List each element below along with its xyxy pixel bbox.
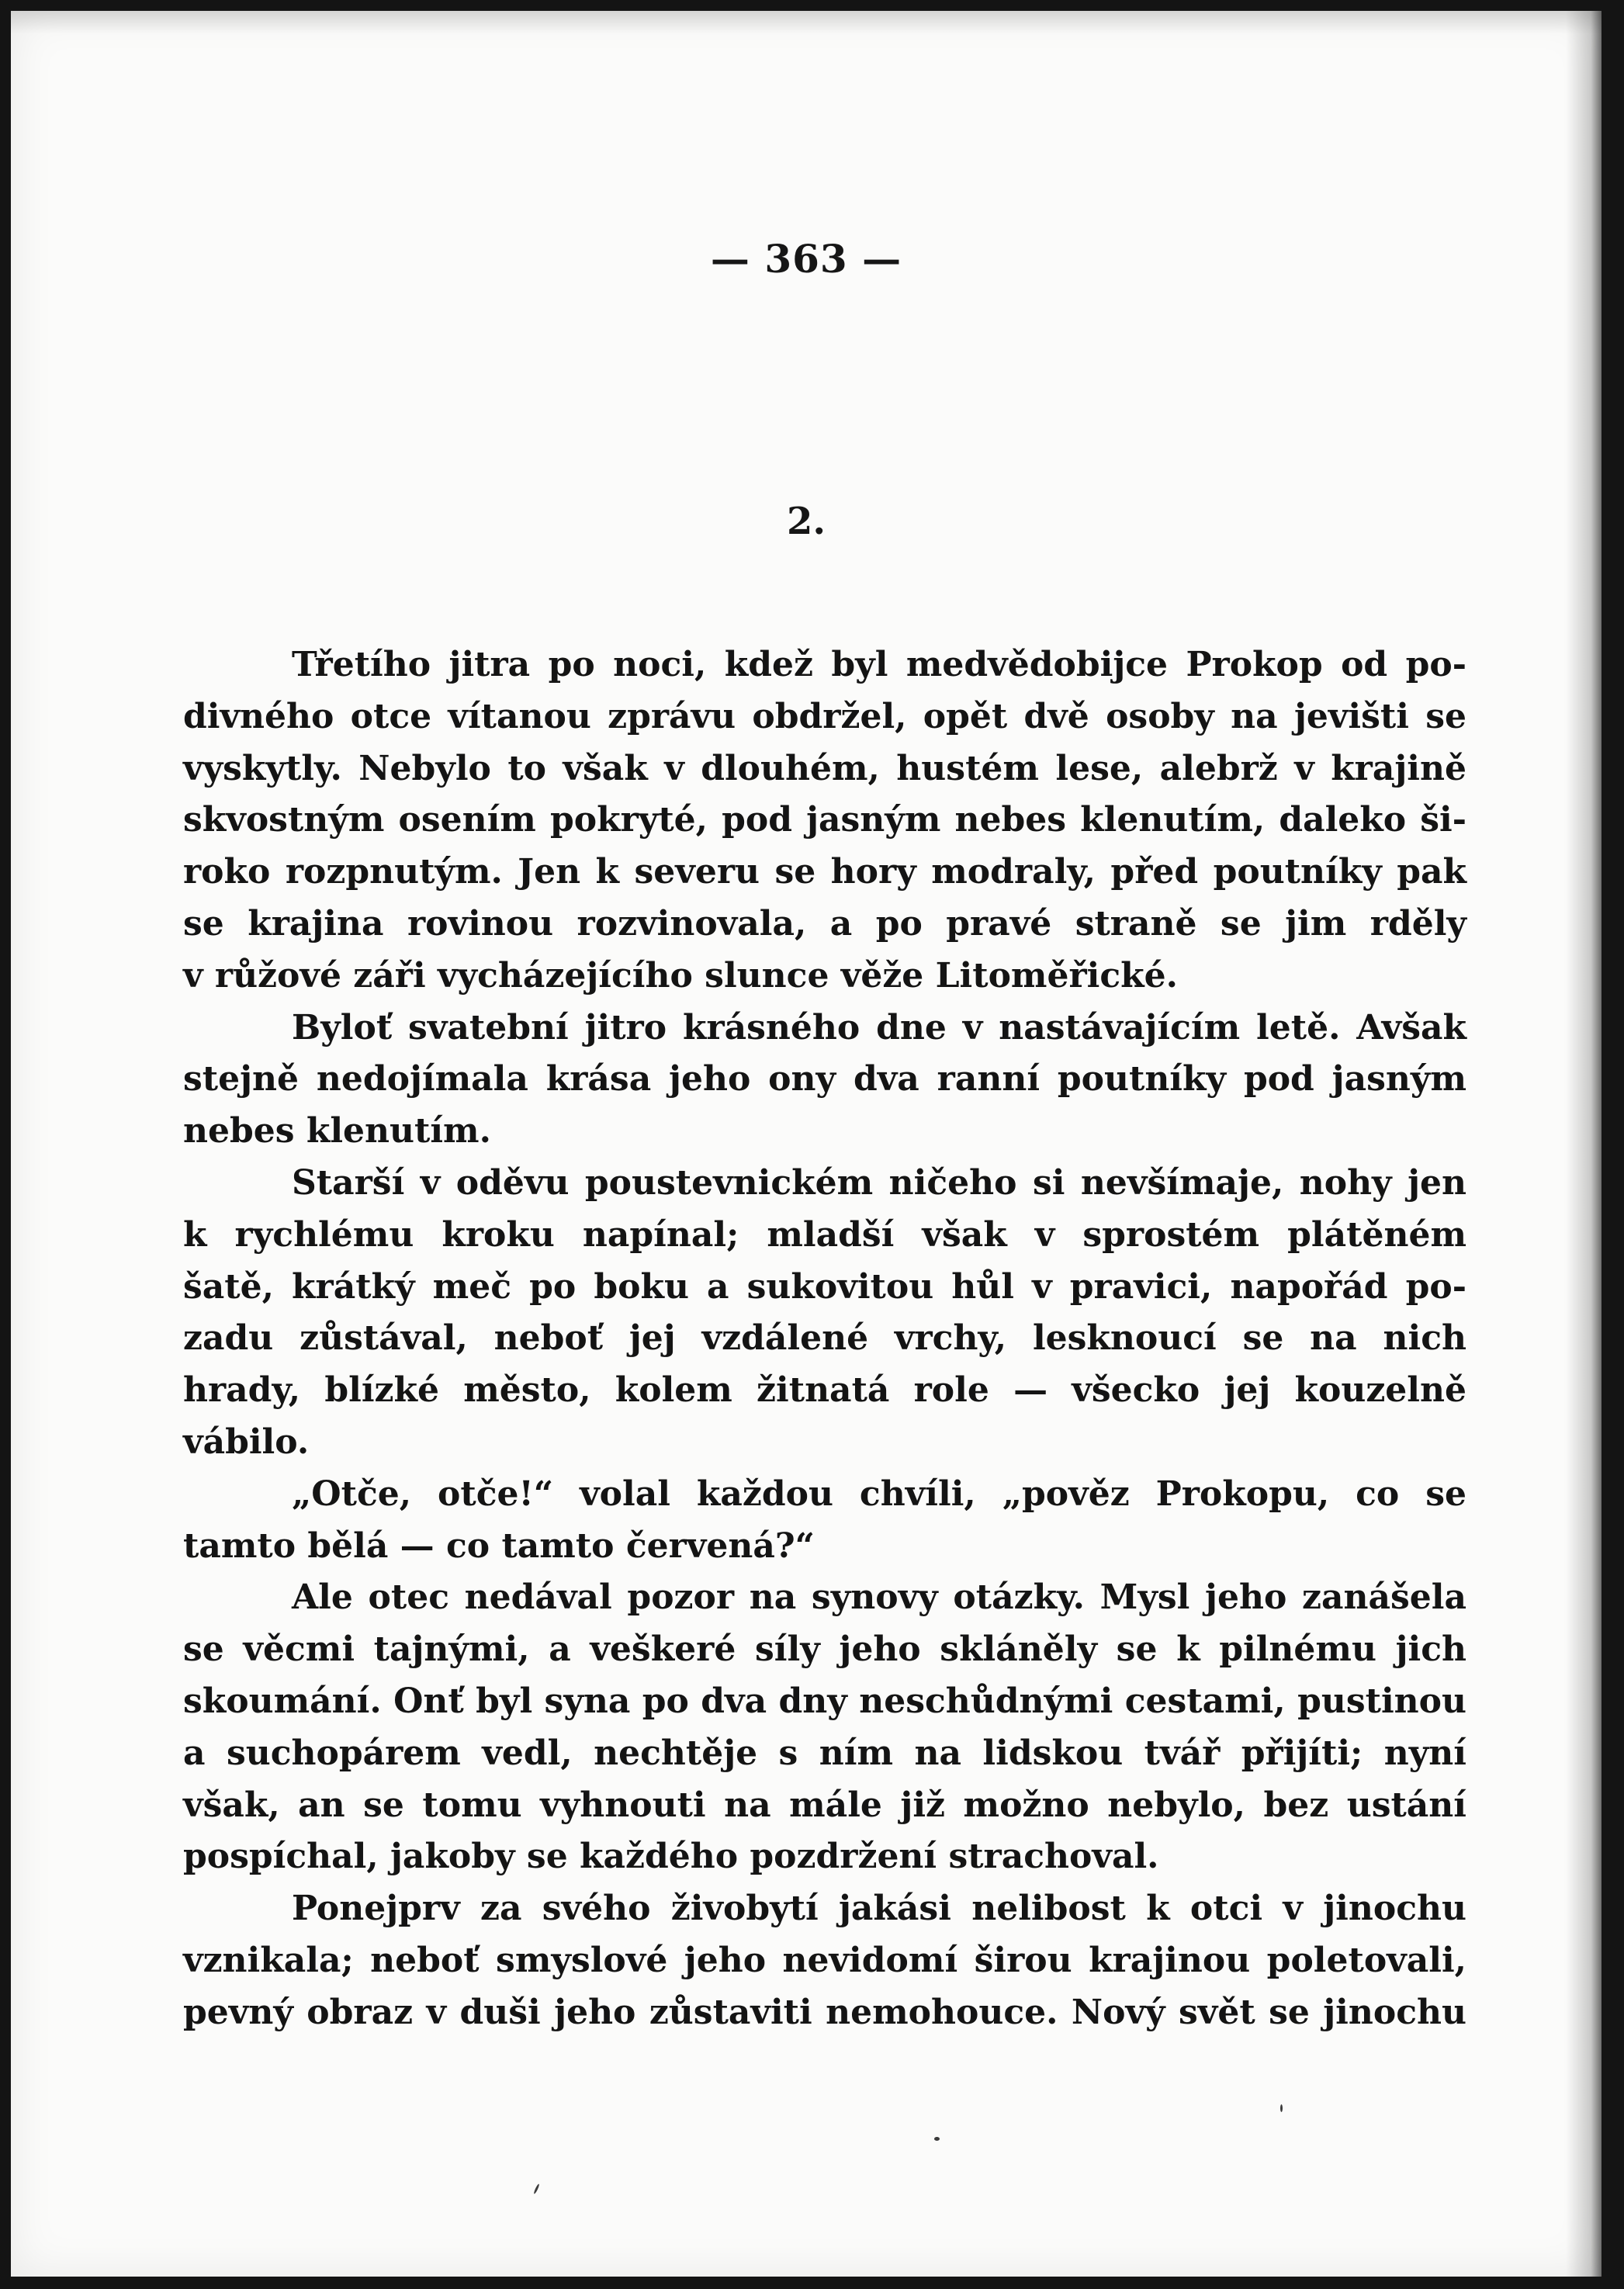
text-line: nebes klenutím. xyxy=(183,1111,491,1151)
page-edge-shadow xyxy=(1566,11,1601,2277)
text-line: „Otče, otče!“ volal každou chvíli, „pověz Prokopu, co se xyxy=(292,1473,1466,1514)
text-line: vábilo. xyxy=(183,1422,310,1462)
text-line: však, an se tomu vyhnouti na mále již možno nebylo, bez ustání xyxy=(183,1785,1466,1825)
dust-speck xyxy=(1280,2104,1283,2112)
text-line: se krajina rovinou rozvinovala, a po pravé straně se jim rděly xyxy=(183,903,1466,944)
page-top-shadow xyxy=(11,11,1601,34)
body-text xyxy=(183,639,1466,2039)
text-line: a suchopárem vedl, nechtěje s ním na lidskou tvář přijíti; nyní xyxy=(183,1733,1466,1773)
paragraph xyxy=(183,1883,1466,2038)
chapter-number: 2. xyxy=(786,500,826,543)
text-line: tamto bělá — co tamto červená?“ xyxy=(183,1525,815,1566)
text-line: skoumání. Onť byl syna po dva dny neschůdnými cestami, pustinou xyxy=(183,1681,1466,1721)
paragraph xyxy=(183,1003,1466,1158)
dust-speck xyxy=(934,2137,940,2141)
book-page xyxy=(11,11,1601,2277)
text-line: roko rozpnutým. Jen k severu se hory modraly, před poutníky pak xyxy=(183,852,1466,892)
paragraph xyxy=(183,1158,1466,1469)
text-line: se věcmi tajnými, a veškeré síly jeho skláněly se k pilnému jich xyxy=(183,1629,1466,1670)
text-line: v růžové záři vycházejícího slunce věže Litoměřické. xyxy=(183,955,1178,996)
page-number: — 363 — xyxy=(710,236,902,282)
text-line: Ale otec nedával pozor na synovy otázky. Mysl jeho zanášela xyxy=(292,1577,1466,1618)
text-line: stejně nedojímala krása jeho ony dva ranní poutníky pod jasným xyxy=(183,1059,1466,1099)
text-line: Třetího jitra po noci, kdež byl medvědobijce Prokop od po- xyxy=(292,645,1466,684)
text-line: hrady, blízké město, kolem žitnatá role — všecko jej kouzelně xyxy=(183,1370,1466,1411)
text-line: k rychlému kroku napínal; mladší však v sprostém plátěném xyxy=(183,1214,1466,1255)
text-line: vyskytly. Nebylo to však v dlouhém, hustém lese, alebrž v krajině xyxy=(183,748,1466,788)
dust-speck xyxy=(533,2183,540,2194)
text-line: šatě, krátký meč po boku a sukovitou hůl v pravici, napořád po- xyxy=(183,1266,1466,1307)
text-line: Byloť svatební jitro krásného dne v nastávajícím letě. Avšak xyxy=(292,1007,1466,1048)
text-line: divného otce vítanou zprávu obdržel, opět dvě osoby na jevišti se xyxy=(183,696,1466,736)
paragraph xyxy=(183,639,1466,1003)
paragraph xyxy=(183,1572,1466,1883)
text-line: pospíchal, jakoby se každého pozdržení strachoval. xyxy=(183,1837,1159,1877)
text-line: Starší v oděvu poustevnickém ničeho si nevšímaje, nohy jen xyxy=(292,1162,1466,1203)
text-line: vznikala; neboť smyslové jeho nevidomí širou krajinou poletovali, xyxy=(183,1940,1466,1980)
text-line: skvostným osením pokryté, pod jasným nebes klenutím, daleko ši- xyxy=(183,800,1466,840)
text-line: pevný obraz v duši jeho zůstaviti nemohouce. Nový svět se jinochu xyxy=(183,1992,1466,2032)
text-line: zadu zůstával, neboť jej vzdálené vrchy, lesknoucí se na nich xyxy=(183,1318,1466,1359)
text-line: Ponejprv za svého živobytí jakási nelibost k otci v jinochu xyxy=(292,1889,1466,1929)
paragraph xyxy=(183,1469,1466,1573)
